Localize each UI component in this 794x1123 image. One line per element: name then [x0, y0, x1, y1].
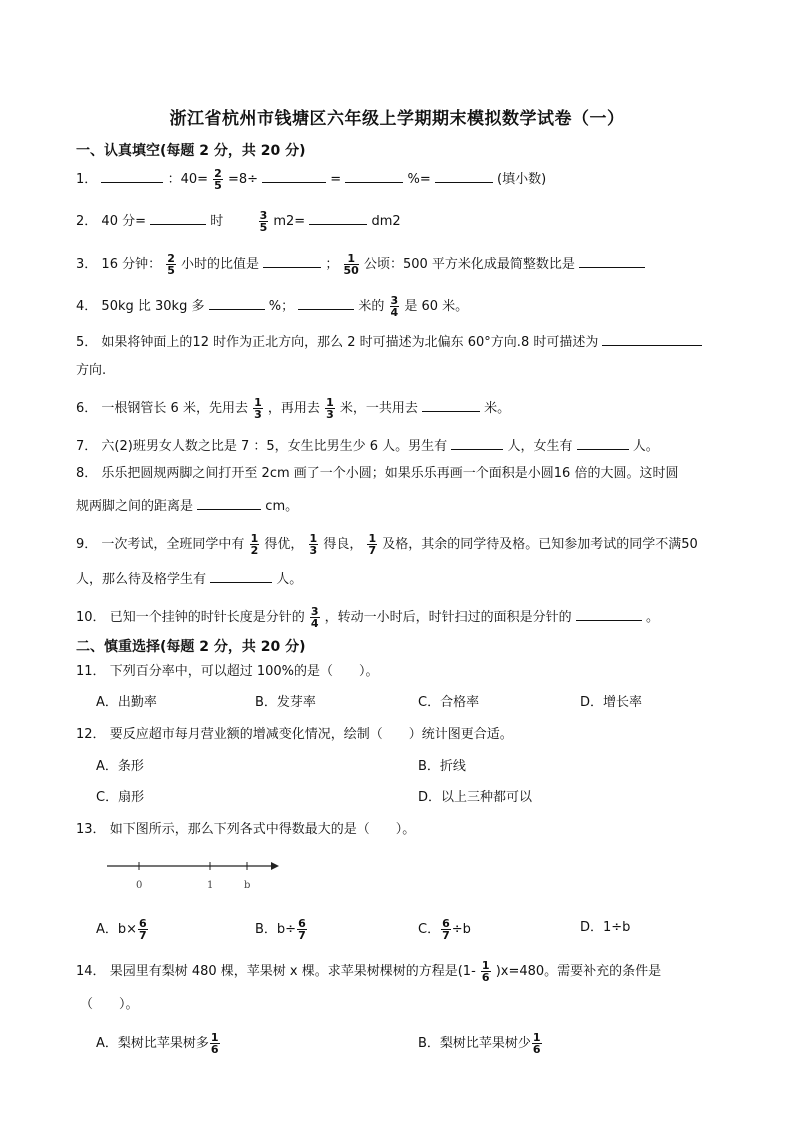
- question-12: [76, 725, 513, 745]
- denominator: 3: [326, 408, 334, 421]
- denominator: 4: [390, 306, 399, 319]
- answer-blank[interactable]: [435, 168, 493, 183]
- option-a[interactable]: A．条形: [96, 759, 144, 774]
- text: 六(2)班男女人数之比是 7 ：5，女生比男生少 6 人。男生有: [101, 439, 448, 454]
- fraction: [532, 1032, 542, 1055]
- text: ：40=: [167, 172, 208, 187]
- answer-blank[interactable]: [262, 168, 326, 183]
- numerator: 1: [344, 253, 359, 265]
- numerator: 1: [309, 532, 318, 545]
- tick-label-b: b: [244, 880, 251, 891]
- answer-blank[interactable]: [577, 435, 629, 450]
- text: 米的: [358, 299, 385, 314]
- question-number: 12．: [76, 727, 106, 742]
- text: B．b÷: [255, 922, 297, 937]
- numerator: 1: [481, 959, 490, 972]
- question-3: [76, 253, 645, 276]
- text: =: [330, 172, 342, 187]
- fraction: [253, 397, 263, 420]
- question-number: 5．: [76, 335, 98, 350]
- text: cm。: [265, 499, 299, 514]
- denominator: 3: [309, 544, 318, 557]
- answer-blank[interactable]: [579, 253, 645, 268]
- fraction: [310, 606, 320, 629]
- text: 已知一个挂钟的时针长度是分针的: [109, 610, 305, 625]
- text: %；: [268, 299, 295, 314]
- answer-blank[interactable]: [451, 435, 503, 450]
- fraction: [309, 533, 319, 556]
- numerator: 2: [214, 167, 222, 180]
- question-14-cont: [80, 995, 139, 1015]
- text: (填小数): [497, 172, 547, 187]
- fraction: [213, 168, 223, 191]
- text: 得良，: [323, 537, 363, 552]
- question-7: [76, 435, 659, 457]
- text: 如果将钟面上的12 时作为正北方向，那么 2 时可描述为北偏东 60°方向.8 时可描述为: [101, 335, 599, 350]
- text: C．: [418, 922, 441, 937]
- question-4: [76, 295, 468, 318]
- fraction: [259, 210, 269, 233]
- option-d[interactable]: D．1÷b: [580, 920, 631, 935]
- text: 规两脚之间的距离是: [76, 499, 194, 514]
- question-10: [76, 606, 659, 629]
- denominator: 5: [259, 221, 268, 234]
- denominator: 5: [167, 264, 175, 277]
- numerator: 1: [368, 532, 377, 545]
- option-c[interactable]: [418, 918, 471, 941]
- answer-blank[interactable]: [576, 606, 642, 621]
- fraction: [481, 960, 491, 983]
- question-2: [76, 210, 401, 233]
- text: 及格，其余的同学待及格。已知参加考试的同学不满50: [382, 537, 698, 552]
- numerator: 1: [326, 396, 334, 409]
- numerator: 1: [254, 396, 262, 409]
- text: 一根钢管长 6 米，先用去: [101, 401, 248, 416]
- denominator: 3: [254, 408, 262, 421]
- question-14: [76, 960, 661, 983]
- fraction: [138, 918, 148, 941]
- text: 一次考试，全班同学中有: [101, 537, 245, 552]
- text: m2=: [273, 214, 306, 229]
- option-c[interactable]: C．合格率: [418, 695, 480, 710]
- answer-blank[interactable]: [209, 295, 265, 310]
- tick-label-0: 0: [136, 880, 143, 891]
- option-a[interactable]: [96, 1032, 221, 1055]
- answer-blank[interactable]: [345, 168, 403, 183]
- answer-blank[interactable]: [602, 331, 702, 346]
- numerator: 2: [167, 252, 175, 265]
- numerator: 6: [298, 917, 306, 930]
- text: 小时的比值是: [181, 257, 260, 272]
- denominator: 50: [343, 264, 359, 277]
- fraction: [210, 1032, 220, 1055]
- denominator: 6: [210, 1043, 219, 1056]
- numerator: 1: [532, 1031, 541, 1044]
- answer-blank[interactable]: [263, 253, 321, 268]
- numerator: 3: [310, 605, 319, 618]
- denominator: 5: [214, 179, 222, 192]
- text: )x=480。需要补充的条件是: [495, 964, 662, 979]
- denominator: 7: [368, 544, 377, 557]
- fraction: [166, 253, 176, 276]
- question-number: 2．: [76, 214, 98, 229]
- option-d[interactable]: D．以上三种都可以: [418, 790, 533, 805]
- fraction: [344, 253, 359, 276]
- question-number: 6．: [76, 401, 98, 416]
- answer-blank[interactable]: [422, 397, 480, 412]
- denominator: 4: [310, 617, 319, 630]
- text: 得优，: [264, 537, 304, 552]
- denominator: 6: [481, 971, 490, 984]
- question-8-cont: [76, 495, 298, 517]
- answer-blank[interactable]: [101, 168, 163, 183]
- option-b[interactable]: B．折线: [418, 759, 466, 774]
- denominator: 7: [298, 929, 306, 942]
- numerator: 6: [139, 917, 147, 930]
- denominator: 7: [139, 929, 147, 942]
- text: 要反应超市每月营业额的增减变化情况，绘制（ ）统计图更合适。: [109, 727, 513, 742]
- numerator: 1: [210, 1031, 219, 1044]
- question-number: 10．: [76, 610, 106, 625]
- question-8: [76, 464, 678, 484]
- text: ，再用去: [267, 401, 320, 416]
- question-number: 1．: [76, 172, 98, 187]
- text: ；: [325, 257, 339, 272]
- question-number: 8．: [76, 466, 98, 481]
- answer-blank[interactable]: [210, 568, 272, 583]
- text: B．梨树比苹果树少: [418, 1036, 531, 1051]
- question-11: [76, 662, 379, 682]
- option-a[interactable]: A．出勤率: [96, 695, 157, 710]
- option-b[interactable]: [255, 918, 308, 941]
- text: ÷b: [451, 922, 471, 937]
- fraction: [250, 533, 260, 556]
- question-9-cont: [76, 568, 302, 590]
- option-b[interactable]: B．发芽率: [255, 695, 316, 710]
- fraction: [297, 918, 307, 941]
- question-1: [76, 168, 546, 191]
- text: （ ）。: [80, 997, 139, 1012]
- text: 下列百分率中，可以超过 100%的是（ ）。: [109, 664, 379, 679]
- question-number: 13．: [76, 822, 106, 837]
- fraction: [390, 295, 400, 318]
- question-9: [76, 533, 698, 556]
- text: 人，那么待及格学生有: [76, 572, 207, 587]
- text: 乐乐把圆规两脚之间打开至 2cm 画了一个小圆；如果乐乐再画一个面积是小圆16 倍的大圆。这时圆: [101, 466, 679, 481]
- question-number: 14．: [76, 964, 106, 979]
- section-heading-fill: 一、认真填空(每题 2 分，共 20 分): [76, 143, 306, 159]
- fraction: [325, 397, 335, 420]
- text: dm2: [371, 214, 401, 229]
- question-5-cont: [76, 361, 106, 381]
- question-number: 9．: [76, 537, 98, 552]
- denominator: 7: [442, 929, 450, 942]
- text: 人。: [632, 439, 659, 454]
- text: 方向.: [76, 363, 107, 378]
- question-number: 3．: [76, 257, 98, 272]
- text: ，转动一小时后，时针扫过的面积是分针的: [324, 610, 572, 625]
- question-13: [76, 820, 415, 840]
- text: 。: [645, 610, 659, 625]
- option-b[interactable]: [418, 1032, 543, 1055]
- answer-blank[interactable]: [298, 295, 354, 310]
- text: 米，一共用去: [339, 401, 418, 416]
- text: 50kg 比 30kg 多: [101, 299, 205, 314]
- text: 果园里有梨树 480 棵，苹果树 x 棵。求苹果树棵树的方程是(1-: [109, 964, 476, 979]
- text: A．梨树比苹果树多: [96, 1036, 209, 1051]
- question-number: 4．: [76, 299, 98, 314]
- fraction: [441, 918, 451, 941]
- text: 人，女生有: [507, 439, 573, 454]
- answer-blank[interactable]: [197, 495, 261, 510]
- tick-label-1: 1: [207, 880, 214, 891]
- text: A．b×: [96, 922, 138, 937]
- text: %=: [407, 172, 431, 187]
- text: 如下图所示，那么下列各式中得数最大的是（ ）。: [109, 822, 416, 837]
- answer-blank[interactable]: [309, 210, 367, 225]
- option-c[interactable]: C．扇形: [96, 790, 145, 805]
- text: 公顷：500 平方米化成最简整数比是: [363, 257, 575, 272]
- text: 40 分=: [101, 214, 146, 229]
- text: 米。: [484, 401, 511, 416]
- numerator: 6: [442, 917, 450, 930]
- numerator: 1: [250, 532, 259, 545]
- denominator: 6: [532, 1043, 541, 1056]
- text: 16 分钟：: [101, 257, 162, 272]
- denominator: 2: [250, 544, 259, 557]
- question-6: [76, 397, 510, 420]
- section-heading-choice: 二、慎重选择(每题 2 分，共 20 分): [76, 639, 306, 655]
- numerator: 3: [390, 294, 399, 307]
- fraction: [367, 533, 377, 556]
- number-line: [105, 858, 285, 898]
- answer-blank[interactable]: [150, 210, 206, 225]
- numerator: 3: [259, 209, 268, 222]
- text: 是 60 米。: [404, 299, 469, 314]
- question-number: 11．: [76, 664, 106, 679]
- option-a[interactable]: [96, 918, 149, 941]
- page-title: 浙江省杭州市钱塘区六年级上学期期末模拟数学试卷（一）: [169, 109, 625, 129]
- question-5: [76, 331, 702, 353]
- option-d[interactable]: D．增长率: [580, 695, 643, 710]
- question-number: 7．: [76, 439, 98, 454]
- text: 人。: [276, 572, 303, 587]
- text: =8÷: [227, 172, 258, 187]
- text: 时: [210, 214, 224, 229]
